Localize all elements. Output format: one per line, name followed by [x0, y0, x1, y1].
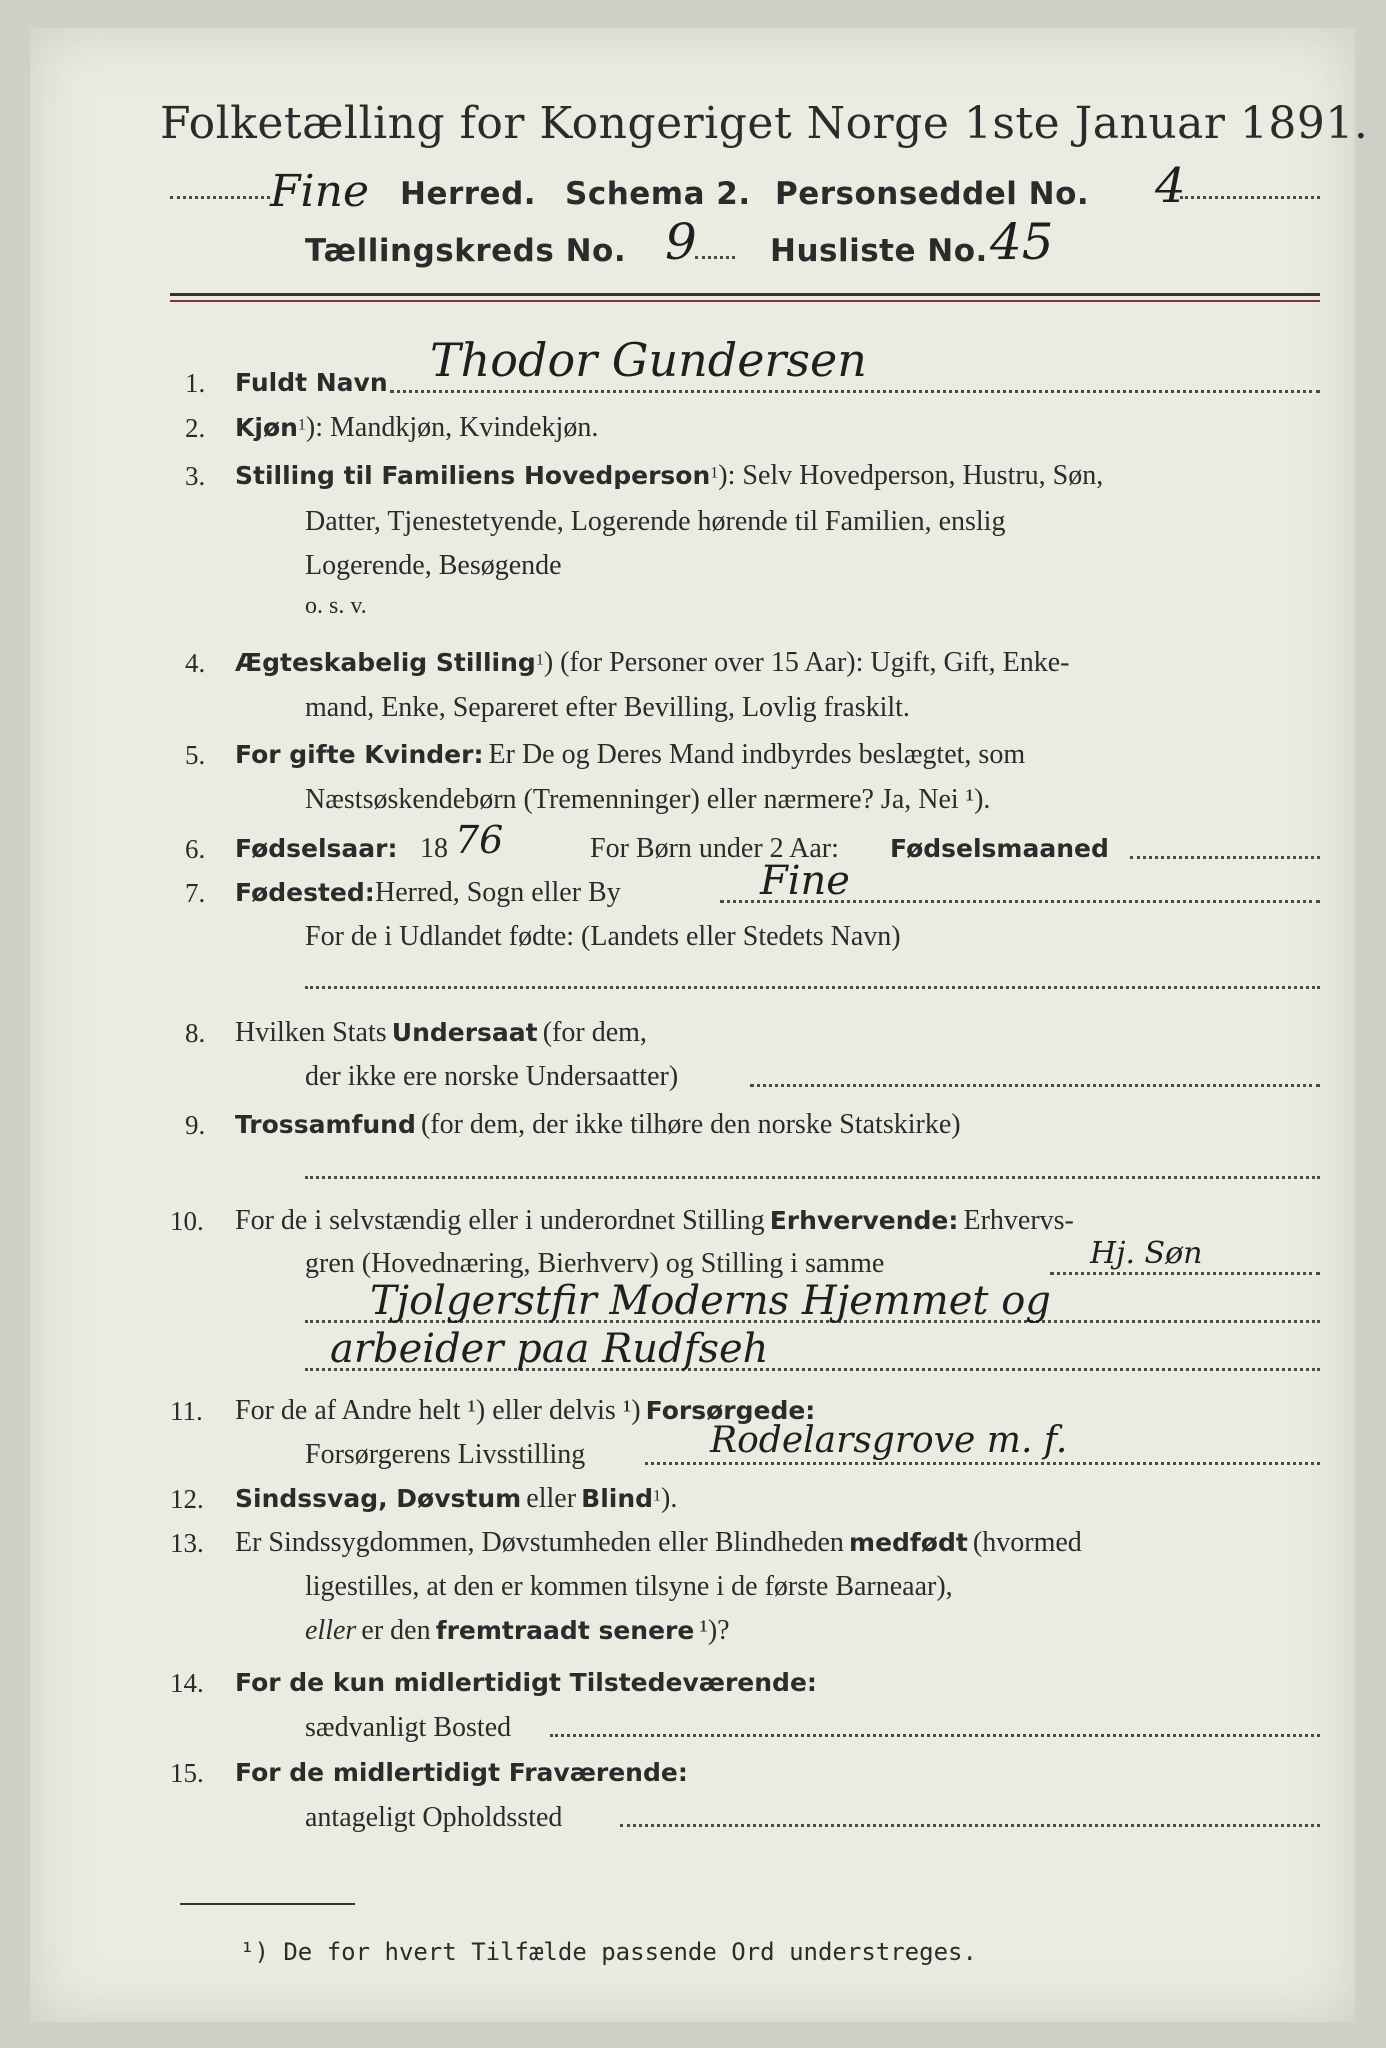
kreds-label: Tællingskreds No.	[305, 233, 627, 269]
item-1-label: Fuldt Navn	[235, 368, 388, 397]
schema-label: Schema 2.	[565, 176, 751, 212]
herred-value: Fine	[270, 166, 369, 217]
footnote-rule	[180, 1903, 355, 1905]
item-13-line2: ligestilles, at den er kommen tilsyne i de første Barneaar),	[305, 1571, 953, 1602]
kreds-value: 9	[665, 213, 697, 271]
item-6-label: Fødselsaar:	[235, 834, 398, 863]
dotted-line	[695, 256, 735, 259]
item-4-line1: Ægteskabelig Stilling1) (for Personer over 15 Aar): Ugift, Gift, Enke-	[235, 647, 1070, 678]
item-1-value: Thodor Gundersen	[430, 333, 867, 387]
item-8-line2: der ikke ere norske Undersaatter)	[305, 1061, 679, 1092]
item-number: 13.	[170, 1528, 204, 1558]
item-15-line2: antageligt Opholdssted	[305, 1802, 563, 1833]
item-5-line1: For gifte Kvinder: Er De og Deres Mand indbyrdes beslægtet, som	[235, 739, 1026, 770]
item-14-label: For de kun midlertidigt Tilstedeværende:	[235, 1668, 817, 1697]
item-number: 1.	[185, 368, 206, 398]
dotted-line	[1050, 1272, 1320, 1275]
husliste-value: 45	[990, 213, 1054, 271]
personseddel-label: Personseddel No.	[775, 176, 1090, 212]
item-3-line1: Stilling til Familiens Hovedperson1): Selv Hovedperson, Hustru, Søn,	[235, 460, 1104, 491]
item-15-label: For de midlertidigt Fraværende:	[235, 1758, 688, 1787]
dotted-line	[390, 390, 1320, 393]
item-number: 8.	[185, 1018, 206, 1048]
item-number: 2.	[185, 413, 206, 443]
form-title: Folketælling for Kongeriget Norge 1ste Januar 1891.	[160, 98, 1369, 149]
item-10-value1: Hj. Søn	[1090, 1236, 1203, 1271]
footnote: ¹) De for hvert Tilfælde passende Ord understreges.	[240, 1938, 977, 1966]
item-7-text: Herred, Sogn eller By	[375, 877, 621, 908]
item-7-label: Fødested:	[235, 878, 375, 907]
item-number: 4.	[185, 648, 206, 678]
herred-label: Herred.	[400, 176, 537, 212]
item-number: 12.	[170, 1484, 204, 1514]
item-13-line1: Er Sindssygdommen, Døvstumheden eller Blindheden medfødt (hvormed	[235, 1527, 1082, 1558]
item-14-line2: sædvanligt Bosted	[305, 1712, 512, 1743]
item-number: 7.	[185, 878, 206, 908]
item-number: 15.	[170, 1758, 204, 1788]
item-number: 10.	[170, 1206, 204, 1236]
item-11-line2: Forsørgerens Livsstilling	[305, 1439, 586, 1470]
item-number: 14.	[170, 1668, 204, 1698]
item-4-line2: mand, Enke, Separeret efter Bevilling, Lovlig fraskilt.	[305, 692, 910, 723]
item-12-line1: Sindssvag, Døvstum eller Blind1).	[235, 1483, 678, 1514]
item-number: 11.	[170, 1396, 203, 1426]
dotted-line	[305, 1176, 1320, 1179]
item-11-value: Rodelarsgrove m. f.	[710, 1420, 1068, 1461]
item-5-line2: Næstsøskendebørn (Tremenninger) eller nærmere? Ja, Nei ¹).	[305, 784, 991, 815]
dotted-line	[170, 196, 270, 199]
item-3-line3: Logerende, Besøgende	[305, 550, 562, 581]
item-8-line1: Hvilken Stats Undersaat (for dem,	[235, 1017, 647, 1048]
header-rule	[170, 293, 1320, 296]
item-6-prefix: 18	[420, 833, 448, 864]
item-6-text: For Børn under 2 Aar:	[590, 833, 839, 864]
personseddel-value: 4	[1155, 158, 1186, 214]
husliste-label: Husliste No.	[770, 233, 988, 269]
item-number: 9.	[185, 1110, 206, 1140]
item-3-line4: o. s. v.	[305, 593, 367, 619]
item-7-line2: For de i Udlandet fødte: (Landets eller Stedets Navn)	[305, 921, 901, 952]
header-rule-red	[170, 300, 1320, 302]
dotted-line	[645, 1462, 1320, 1465]
dotted-line	[620, 1824, 1320, 1827]
item-10-line2: gren (Hovednæring, Bierhverv) og Stilling i samme	[305, 1248, 885, 1279]
item-number: 5.	[185, 740, 206, 770]
item-11-line1: For de af Andre helt ¹) eller delvis ¹) Forsørgede:	[235, 1395, 816, 1426]
dotted-line	[750, 1084, 1320, 1087]
dotted-line	[550, 1734, 1320, 1737]
item-6-value: 76	[455, 818, 504, 862]
item-13-line3: eller er den fremtraadt senere ¹)?	[305, 1615, 730, 1646]
item-2-line: Kjøn1): Mandkjøn, Kvindekjøn.	[235, 412, 599, 443]
item-10-value2: Tjolgerstfir Moderns Hjemmet og	[370, 1278, 1051, 1324]
dotted-line	[1180, 196, 1320, 199]
dotted-line	[305, 986, 1320, 989]
item-number: 3.	[185, 461, 206, 491]
item-number: 6.	[185, 834, 206, 864]
item-9-line1: Trossamfund (for dem, der ikke tilhøre den norske Statskirke)	[235, 1109, 961, 1140]
item-3-line2: Datter, Tjenestetyende, Logerende hørende til Familien, enslig	[305, 506, 1006, 537]
item-10-line1: For de i selvstændig eller i underordnet Stilling Erhvervende: Erhvervs-	[235, 1205, 1074, 1236]
census-form-sheet	[30, 28, 1369, 2022]
item-10-value3: arbeider paa Rudfseh	[330, 1326, 769, 1372]
item-7-value: Fine	[760, 858, 850, 904]
dotted-line	[1130, 856, 1320, 859]
item-6-label2: Fødselsmaaned	[890, 834, 1109, 863]
